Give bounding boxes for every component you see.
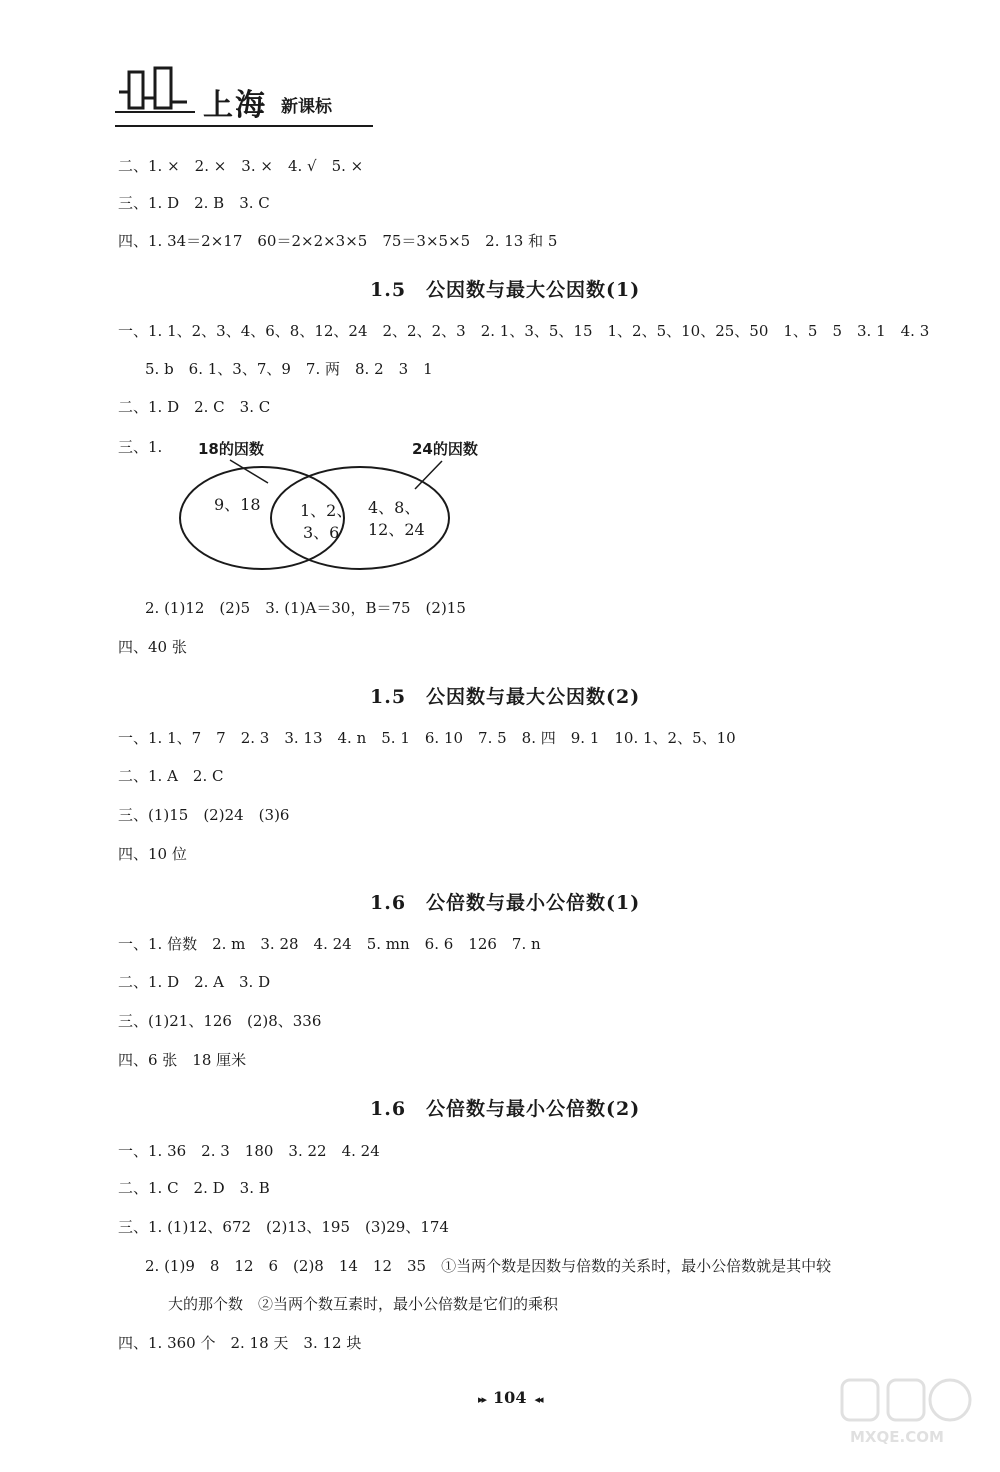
answer-line: 四、40 张 [118,638,187,656]
answer-line: 三、(1)21、126 (2)8、336 [118,1012,322,1030]
watermark-logo-icon [838,1374,978,1430]
watermark-text: MXQE.COM [850,1428,944,1446]
page-number-text: 104 [493,1388,527,1407]
answer-line: 三、1. D 2. B 3. C [118,194,270,212]
venn-label-right: 24的因数 [412,440,478,458]
venn-both: 1、2、 [300,501,353,520]
venn-pointer-18 [230,460,268,483]
venn-both: 3、6 [303,523,340,542]
answer-line: 二、1. C 2. D 3. B [118,1179,270,1197]
answer-line: 5. b 6. 1、3、7、9 7. 两 8. 2 3 1 [145,360,433,378]
answer-line: 二、1. D 2. C 3. C [118,398,271,416]
answer-line: 2. (1)12 (2)5 3. (1)A＝30，B＝75 (2)15 [145,599,466,617]
answer-line: 三、1. (1)12、672 (2)13、195 (3)29、174 [118,1218,449,1236]
answer-line: 四、6 张 18 厘米 [118,1051,247,1069]
section-title: 1.6 公倍数与最小公倍数(2) [370,1098,641,1120]
answer-line: 四、1. 34＝2×17 60＝2×2×3×5 75＝3×5×5 2. 13 和 5 [118,232,558,250]
answer-line: 一、1. 1、2、3、4、6、8、12、24 2、2、2、3 2. 1、3、5、15 1、2、5、10、25、50 1、5 5 3. 1 4. 3 [118,322,930,340]
book-logo-icon [115,62,205,122]
answer-line: 2. (1)9 8 12 6 (2)8 14 12 35 ①当两个数是因数与倍数的关系时，最小公倍数就是其中较 [145,1257,832,1275]
answer-line: 二、1. × 2. × 3. × 4. √ 5. × [118,157,364,175]
page-number [470,1388,550,1407]
answer-line: 二、1. A 2. C [118,767,224,785]
answer-line: 四、1. 360 个 2. 18 天 3. 12 块 [118,1334,362,1352]
answer-line: 一、1. 倍数 2. m 3. 28 4. 24 5. mn 6. 6 126 7. n [118,935,541,953]
right-arrows-icon: ◂◂ [534,1393,542,1406]
header-rule [115,125,373,127]
answer-line: 二、1. D 2. A 3. D [118,973,271,991]
brand-title: 上海 [203,88,267,123]
venn-label-left: 18的因数 [198,440,264,458]
venn-right-only: 12、24 [368,520,425,539]
section-title: 1.5 公因数与最大公因数(2) [370,686,641,708]
left-arrows-icon: ▸▸ [478,1393,486,1406]
venn-right-only: 4、8、 [368,498,421,517]
brand-subtitle: 新课标 [281,97,332,117]
answer-line: 三、1. [118,438,163,456]
watermark [838,1374,978,1454]
page-header [115,62,375,130]
answer-line: 一、1. 1、7 7 2. 3 3. 13 4. n 5. 1 6. 10 7. 5 8. 四 9. 1 10. 1、2、5、10 [118,729,736,747]
section-title: 1.6 公倍数与最小公倍数(1) [370,892,641,914]
answer-line: 大的那个数 ②当两个数互素时，最小公倍数是它们的乘积 [168,1295,559,1313]
answer-line: 一、1. 36 2. 3 180 3. 22 4. 24 [118,1142,380,1160]
answer-line: 三、(1)15 (2)24 (3)6 [118,806,290,824]
venn-left-only: 9、18 [214,495,261,514]
answer-line: 四、10 位 [118,845,187,863]
section-title: 1.5 公因数与最大公因数(1) [370,279,641,301]
